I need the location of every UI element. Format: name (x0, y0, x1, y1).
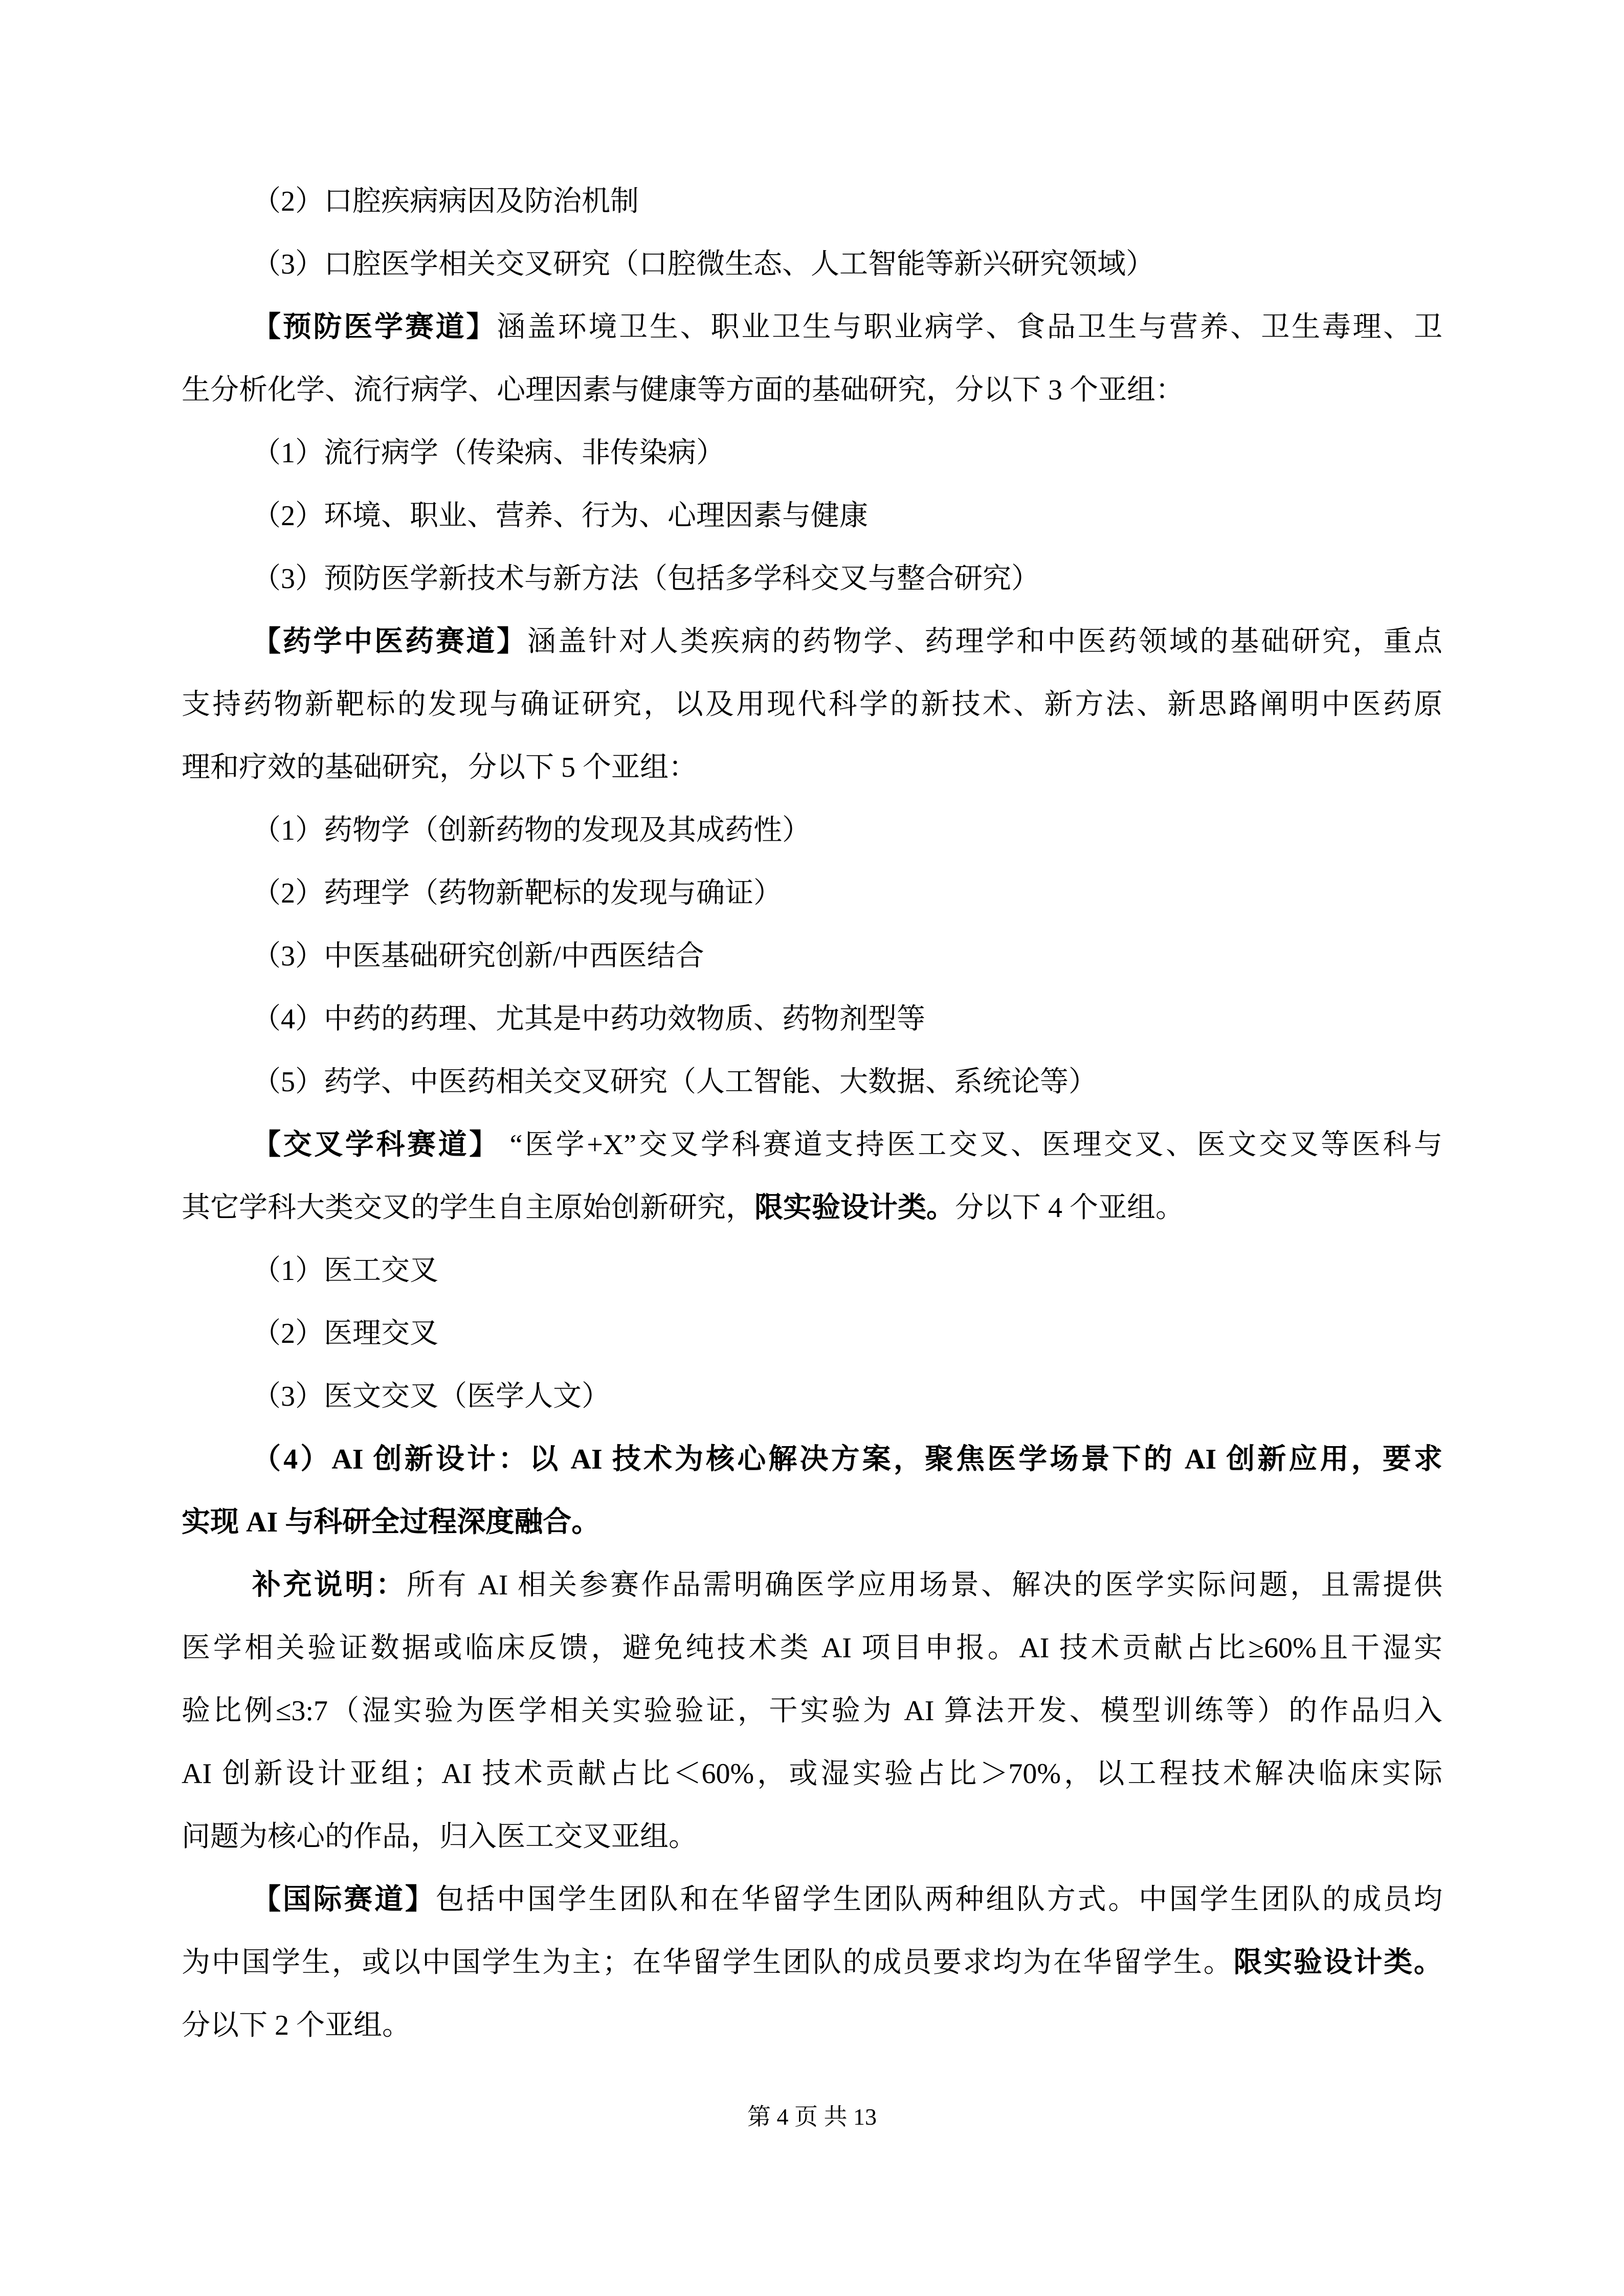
text-line (182, 1743, 1442, 1806)
bold-text: 实现 AI 与科研全过程深度融合。 (182, 1506, 600, 1538)
text-line (182, 359, 1442, 422)
body-text: 为中国学生，或以中国学生为主；在华留学生团队的成员要求均为在华留学生。 (182, 1947, 1234, 1978)
body-text: 所有 AI 相关参赛作品需明确医学应用场景、解决的医学实际问题，且需提供 (407, 1569, 1442, 1601)
body-text: 其它学科大类交叉的学生自主原始创新研究， (182, 1192, 754, 1224)
text-line (182, 1051, 1442, 1114)
bold-text: 限实验设计类。 (1233, 1947, 1442, 1978)
text-line (182, 1994, 1442, 2057)
page-number: 第 4 页 共 13 (747, 2104, 877, 2130)
text-line (182, 422, 1442, 485)
text-line (182, 611, 1442, 673)
body-text: （3）口腔医学相关交叉研究（口腔微生态、人工智能等新兴研究领域） (252, 249, 1154, 280)
body-text: （3）预防医学新技术与新方法（包括多学科交叉与整合研究） (252, 563, 1040, 595)
text-line (182, 1931, 1442, 1994)
body-text: （4）中药的药理、尤其是中药功效物质、药物剂型等 (252, 1003, 925, 1035)
text-line (182, 1617, 1442, 1680)
text-line (182, 1869, 1442, 1931)
body-text: （2）环境、职业、营养、行为、心理因素与健康 (252, 500, 868, 532)
body-text: 分以下 4 个亚组。 (955, 1192, 1184, 1224)
text-line (182, 736, 1442, 799)
body-text: AI 创新设计亚组；AI 技术贡献占比＜60%，或湿实验占比＞70%，以工程技术解决临床实际 (182, 1758, 1442, 1790)
text-line (182, 548, 1442, 611)
body-text: （2）药理学（药物新靶标的发现与确证） (252, 877, 782, 909)
bold-text: （4）AI 创新设计：以 AI 技术为核心解决方案，聚焦医学场景下的 AI 创新应用，要求 (252, 1444, 1442, 1475)
body-text: 医学相关验证数据或临床反馈，避免纯技术类 AI 项目申报。AI 技术贡献占比≥60%且干湿实 (182, 1632, 1442, 1664)
body-text: （2）医理交叉 (252, 1318, 438, 1349)
text-line (182, 1302, 1442, 1365)
text-line (182, 988, 1442, 1051)
bold-text: 【交叉学科赛道】 (252, 1129, 500, 1161)
bold-text: 限实验设计类。 (754, 1192, 955, 1224)
bold-text: 【药学中医药赛道】 (252, 626, 527, 658)
text-line (182, 862, 1442, 925)
text-line (182, 1177, 1442, 1240)
bold-text: 【国际赛道】 (252, 1884, 436, 1916)
document-body (182, 170, 1442, 2057)
text-line (182, 925, 1442, 988)
body-text: 支持药物新靶标的发现与确证研究，以及用现代科学的新技术、新方法、新思路阐明中医药原 (182, 689, 1442, 721)
text-line (182, 296, 1442, 359)
text-line (182, 673, 1442, 736)
body-text: （1）医工交叉 (252, 1255, 438, 1287)
body-text: 问题为核心的作品，归入医工交叉亚组。 (182, 1821, 697, 1853)
body-text: （3）医文交叉（医学人文） (252, 1381, 610, 1412)
body-text: 理和疗效的基础研究，分以下 5 个亚组： (182, 752, 697, 783)
text-line (182, 1428, 1442, 1491)
body-text: （5）药学、中医药相关交叉研究（人工智能、大数据、系统论等） (252, 1066, 1097, 1098)
text-line (182, 1491, 1442, 1554)
text-line (182, 1806, 1442, 1869)
body-text: （1）药物学（创新药物的发现及其成药性） (252, 815, 811, 846)
text-line (182, 1554, 1442, 1617)
body-text: （2）口腔疾病病因及防治机制 (252, 186, 639, 217)
bold-text: 【预防医学赛道】 (252, 311, 497, 343)
text-line (182, 1680, 1442, 1743)
body-text: “医学+X”交叉学科赛道支持医工交叉、医理交叉、医文交叉等医科与 (500, 1129, 1442, 1161)
body-text: （1）流行病学（传染病、非传染病） (252, 437, 725, 469)
body-text: 分以下 2 个亚组。 (182, 2010, 411, 2041)
text-line (182, 799, 1442, 862)
body-text: 包括中国学生团队和在华留学生团队两种组队方式。中国学生团队的成员均 (435, 1884, 1442, 1916)
text-line (182, 485, 1442, 548)
body-text: 涵盖环境卫生、职业卫生与职业病学、食品卫生与营养、卫生毒理、卫 (497, 311, 1442, 343)
text-line (182, 233, 1442, 296)
body-text: 验比例≤3:7（湿实验为医学相关实验验证，干实验为 AI 算法开发、模型训练等）的作品归入 (182, 1695, 1442, 1727)
body-text: 生分析化学、流行病学、心理因素与健康等方面的基础研究，分以下 3 个亚组： (182, 374, 1184, 406)
page-footer (0, 2099, 1624, 2135)
text-line (182, 1114, 1442, 1177)
text-line (182, 1240, 1442, 1302)
text-line (182, 1365, 1442, 1428)
text-line (182, 170, 1442, 233)
bold-text: 补充说明： (252, 1569, 407, 1601)
body-text: （3）中医基础研究创新/中西医结合 (252, 940, 704, 972)
body-text: 涵盖针对人类疾病的药物学、药理学和中医药领域的基础研究，重点 (527, 626, 1442, 658)
